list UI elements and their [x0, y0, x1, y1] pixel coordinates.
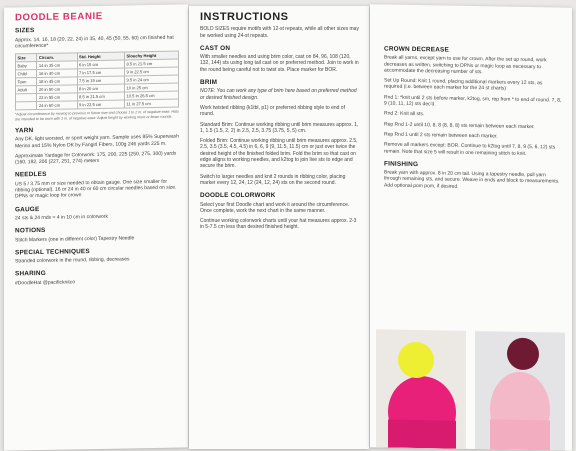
table-cell: 7 in 17.5 cm [77, 68, 124, 77]
intro-text: BOLD SIZES require motifs with 12-st repeats, while all other sizes may be worked using 24-st repeats. [200, 26, 359, 39]
table-cell: 20 in 50 cm [37, 85, 77, 94]
finishing-text: Break yarn with approx. 8 in 20 cm tail. Using a tapestry needle, pull yarn through remaining sts, and secure. Weave in ends and block to measurements. Add optional pom pom, if desired. [384, 169, 560, 190]
colorwork-text-1: Select your first Doodle chart and work it around the circumference. Once complete, work the next chart in the same manner. [200, 201, 350, 214]
burgundy-pompom-hat-photo [475, 331, 565, 451]
table-cell: 8 in 20 cm [77, 84, 124, 93]
table-cell: 22 in 55 cm [37, 93, 77, 102]
switch-text: Switch to larger needles and knit 2 rounds in ribbing color, placing marker every 12, 24, 12 (24, 12, 24) sts on the second round. [200, 173, 346, 186]
pattern-title: DOODLE BEANIE [15, 10, 103, 24]
left-page [4, 4, 188, 450]
table-cell: 10 in 25 cm [124, 83, 178, 92]
instructions-title: INSTRUCTIONS [200, 11, 289, 23]
yarn-heading: YARN [15, 127, 34, 135]
repeat-text-1: Rep Rnd 1-2 until 10, 8, 8 (8, 8, 8) sts remain between each marker. [384, 121, 535, 130]
yarn-text: Any DK, light worsted, or sport weight yarn. Sample uses 85% Superwash Merino and 15% Nylon DK by Fangirl Fibers, 100g 246 yards 225 m. [15, 133, 179, 150]
needles-heading: NEEDLES [15, 171, 47, 179]
finishing-heading: FINISHING [384, 160, 419, 168]
table-header-cell: Std. Height [77, 52, 124, 61]
special-techniques-heading: SPECIAL TECHNIQUES [15, 247, 90, 257]
repeat-text-2: Rep Rnd 1 until 2 sts remain between each marker. [384, 131, 498, 140]
table-cell: 8.5 in 21.5 cm [77, 92, 124, 101]
table-cell: 9 in 22.5 cm [124, 67, 178, 76]
brim-note: NOTE: You can work any type of brim here based on preferred method or desired finished design. [200, 88, 357, 101]
table-cell: 9 in 22.5 cm [77, 100, 124, 109]
table-cell [16, 102, 37, 110]
table-cell: 18 in 45 cm [37, 77, 77, 86]
yellow-pompom-hat-photo [376, 329, 466, 449]
special-techniques-text: Stranded colorwork in the round, ribbing, decreases [15, 256, 130, 265]
right-page [370, 4, 572, 451]
cast-on-heading: CAST ON [200, 44, 231, 52]
rnd2-text: Rnd 2: Knit all sts. [384, 110, 425, 118]
table-header-cell: Circum. [37, 53, 77, 62]
cast-on-text: With smaller needles and using brim color, cast on 84, 96, 108 (120, 132, 144) sts using long tail cast on or preferred method. Join to work in the round being careful not to twist sts. Place marker for BOR. [200, 54, 359, 73]
table-cell: 6 in 15 cm [77, 60, 124, 69]
table-cell: 24 in 60 cm [37, 101, 77, 110]
table-row [16, 99, 179, 110]
table-cell: 7.5 in 19 cm [77, 76, 124, 85]
sizes-text: Approx. 14, 16, 18 (20, 22, 24) in 35, 40, 45 (50, 55, 60) cm finished hat circumference* [15, 34, 174, 50]
sizes-heading: SIZES [15, 27, 35, 35]
colorwork-text-2: Continue working colorwork charts until your hat measures approx. 2-3 in 5-7.5 cm less than desired finished height. [200, 218, 357, 231]
table-note: *Adjust circumference by moving to previous or future size and choose 1 to 2 in. of negative ease. Hats are intended to be worn with 1 in. of negative ease. Adjust height by working more or fewer rounds. [15, 109, 179, 122]
sharing-heading: SHARING [15, 270, 46, 278]
rnd1-text: Rnd 1: *knit until 2 sts before marker, k2tog, sm, rep from * to end of round. 7, 8, 9 (10, 11, 12) sts dec'd. [384, 94, 562, 108]
table-cell: Baby [16, 62, 37, 70]
middle-page [189, 6, 369, 449]
table-cell: Teen [16, 78, 37, 86]
brim-heading: BRIM [200, 79, 218, 87]
table-cell: 11 in 27.5 cm [124, 99, 178, 108]
brim-text: Work twisted ribbing (k1tbl, p1) or preferred ribbing style to end of round. [200, 104, 345, 118]
table-cell: 9.5 in 24 cm [124, 75, 178, 84]
size-table [15, 51, 179, 111]
colorwork-heading: DOODLE COLORWORK [200, 192, 276, 200]
notions-text: Stitch Markers (one in different color) Tapestry Needle [15, 234, 135, 243]
table-header-cell: Size [16, 54, 37, 62]
table-cell: 8.5 in 21.5 cm [124, 59, 178, 68]
table-cell: 10.5 in 26.5 cm [124, 91, 178, 100]
table-cell: 16 in 40 cm [37, 69, 77, 78]
needles-text: US 5 / 3.75 mm or size needed to obtain gauge. One size smaller for ribbing (optional). 16 or 24 in 40 or 60 cm circular needles based on size. DPNs or magic loop for crown [15, 178, 177, 200]
table-cell: 14 in 35 cm [37, 61, 77, 70]
remove-markers-text: Remove all markers except: BOR. Continue to k2tog until 7, 8, 9 (5, 6, 12) sts remain. Note that size 5 will result in one remaining stitch to knit. [384, 141, 556, 157]
setup-round-text: Set Up Round: Knit 1 round, placing additional markers every 12 sts, as required (i.e. between each marker for the 24 st charts) [384, 77, 543, 93]
yardage-text: Approximate Yardage for Colorwork: 175, 200, 225 (250, 275, 300) yards (160, 182, 206 (227, 251, 274) meters [15, 150, 177, 166]
notions-heading: NOTIONS [15, 227, 46, 235]
crown-decrease-heading: CROWN DECREASE [384, 45, 449, 54]
table-header-cell: Slouchy Height [124, 51, 178, 60]
sharing-text: #DoodleHat @pacificknitco [15, 279, 76, 287]
gauge-heading: GAUGE [15, 205, 40, 214]
gauge-text: 24 sts & 24 rnds = 4 in 10 cm in colorwork [15, 213, 108, 222]
table-cell: Adult [16, 86, 37, 94]
standard-brim-text: Standard Brim: Continue working ribbing until brim measures approx. 1, 1, 1.5 (1.5, 2, 2) in 2.5, 2.5, 3.75 (3.75, 5, 5) cm. [200, 121, 359, 134]
crown-text: Break all yarns, except yarn to use for crown. After the set up round, work decreases as written, switching to DPNs or magic loop as necessary to accommodate the decreasing number of sts. [384, 54, 547, 76]
folded-brim-text: Folded Brim: Continue working ribbing until brim measures approx. 2.5, 2.5, 3.5 (3.5, 4.5, 4.5) in 6, 6, 9 (9, 11.5, 11.5) cm or just over twice the desired height of the finished folded brim. Fold the brim so that cast on edge aligns to working needles, and k2tog to join live sts to edge and secure the brim. [200, 138, 358, 170]
table-cell: Child [16, 70, 37, 78]
